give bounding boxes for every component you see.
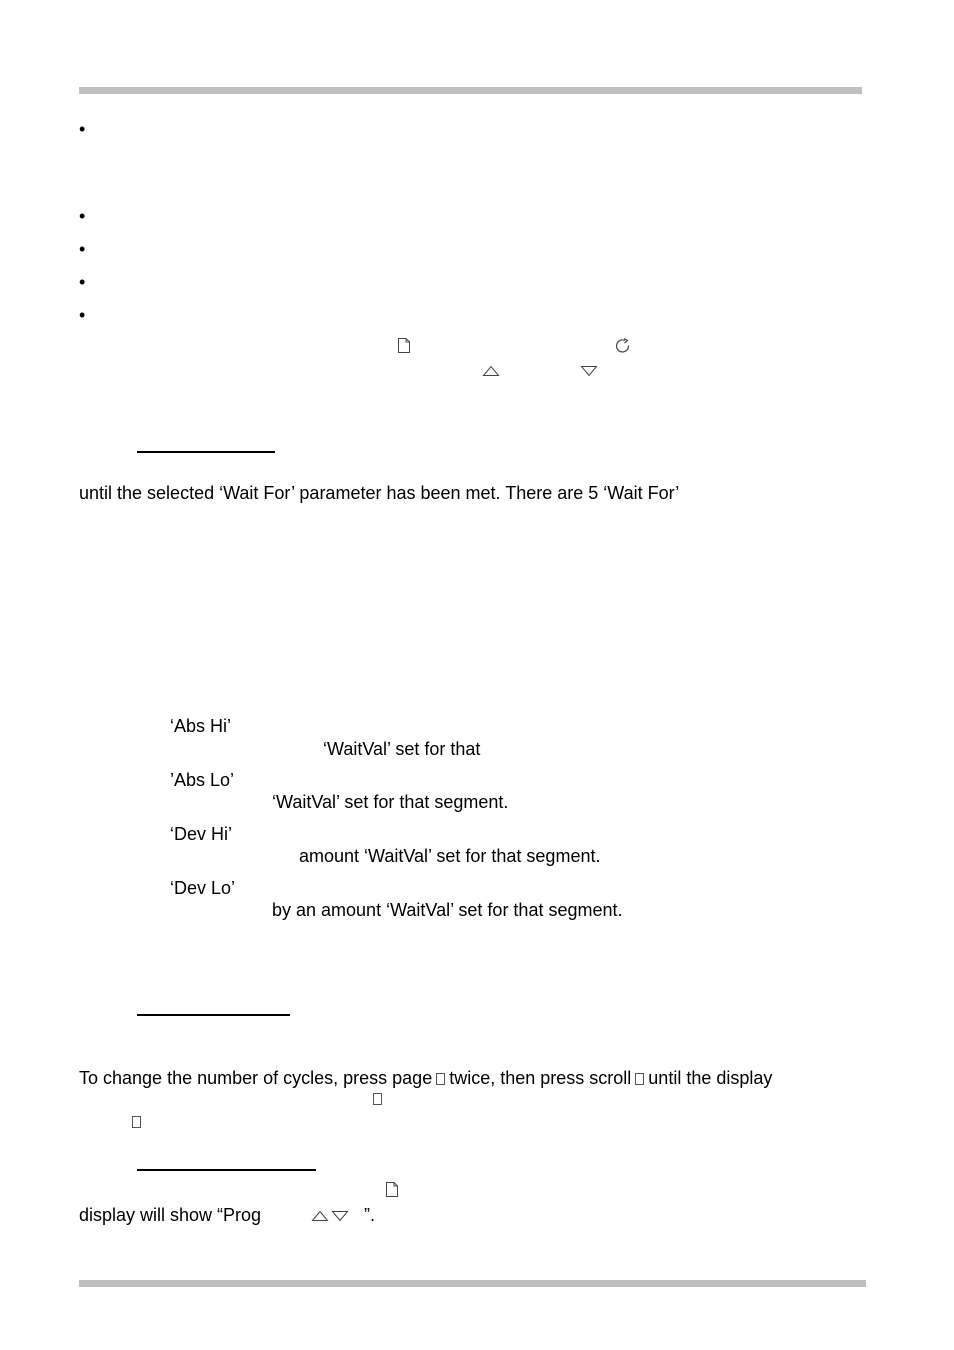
program-display-end: ”. (364, 1205, 375, 1225)
wait-item-name: ‘Dev Hi’ (170, 824, 233, 844)
bullet: • (79, 239, 86, 259)
wait-item-name: ’Abs Lo’ (170, 770, 235, 790)
bullet: • (79, 272, 86, 292)
wait-item-detail: ‘WaitVal’ set for that segment. (272, 792, 509, 812)
cycles-text-1: To change the number of cycles, press page (79, 1068, 433, 1088)
down-arrow-icon (331, 1210, 349, 1222)
program-display-start: display will show “Prog (79, 1205, 262, 1225)
wait-item-name: ‘Abs Hi’ (170, 716, 232, 736)
up-arrow-icon (311, 1210, 329, 1222)
section-heading-underline (137, 451, 275, 453)
section-heading-underline (137, 1169, 316, 1171)
wait-item-detail: amount ‘WaitVal’ set for that segment. (299, 846, 601, 866)
down-arrow-icon (580, 365, 598, 377)
scroll-icon (614, 337, 632, 355)
header-rule (79, 87, 862, 94)
footer-rule (79, 1280, 866, 1287)
up-arrow-icon (482, 365, 500, 377)
cycles-instruction (79, 1069, 772, 1087)
section-heading-underline (137, 1014, 290, 1016)
bullet: • (79, 206, 86, 226)
page-icon (385, 1181, 399, 1198)
wait-item-detail: ‘WaitVal’ set for that (323, 739, 481, 759)
missing-glyph-icon (132, 1116, 141, 1128)
page-icon (397, 337, 411, 354)
bullet: • (79, 119, 86, 139)
missing-glyph-icon (436, 1073, 445, 1085)
wait-for-intro: until the selected ‘Wait For’ parameter has been met. There are 5 ‘Wait For’ (79, 483, 680, 503)
cycles-text-2: twice, then press scroll (449, 1068, 632, 1088)
cycles-text-3: until the display (648, 1068, 773, 1088)
missing-glyph-icon (373, 1093, 382, 1105)
wait-item-detail: by an amount ‘WaitVal’ set for that segment. (272, 900, 623, 920)
bullet: • (79, 305, 86, 325)
missing-glyph-icon (635, 1073, 644, 1085)
wait-item-name: ‘Dev Lo’ (170, 878, 236, 898)
